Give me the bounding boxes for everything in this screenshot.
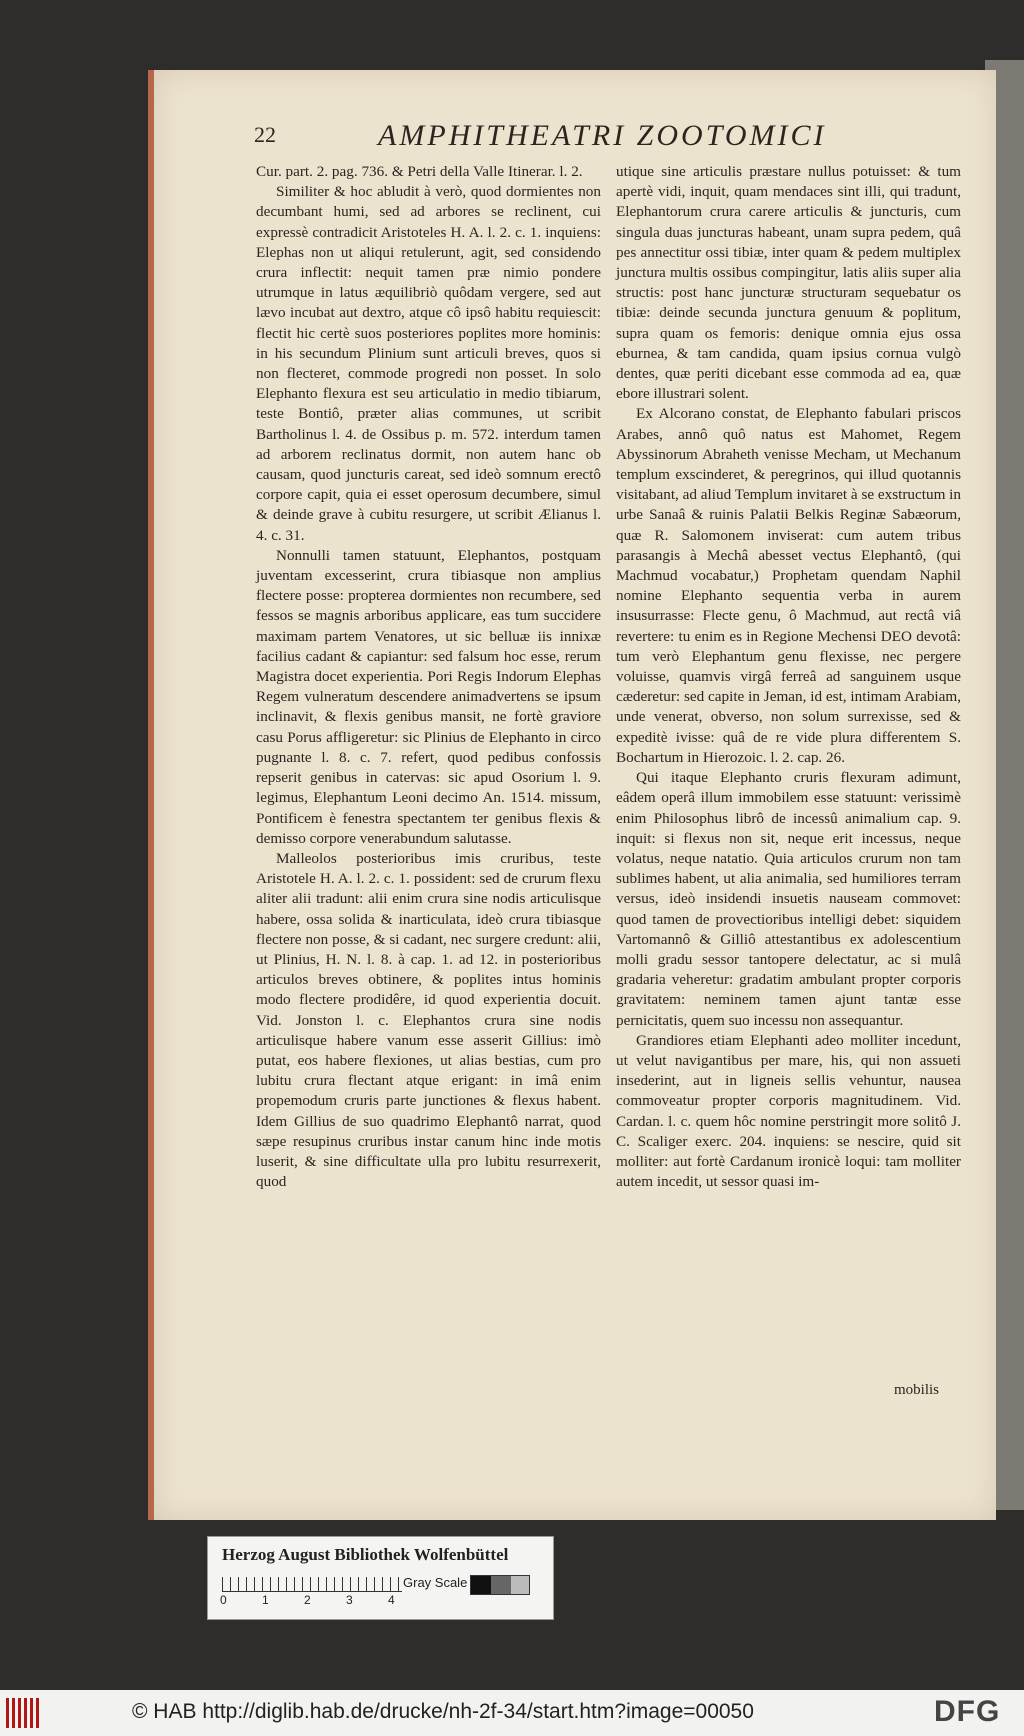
ruler-ticks (222, 1577, 402, 1592)
running-head: AMPHITHEATRI ZOOTOMICI (378, 119, 827, 152)
right-column (616, 162, 961, 1192)
ruler-number: 1 (262, 1593, 269, 1607)
gray-scale-label: Gray Scale (403, 1575, 468, 1590)
page-header (254, 119, 994, 162)
left-paragraph: Cur. part. 2. pag. 736. & Petri della Valle Itinerar. l. 2. (256, 163, 583, 180)
right-paragraph: Qui itaque Elephanto cruris flexuram adimunt, eâdem operâ illum immobilem esse statuunt: verissimè enim Philosophus librô de incessû animalium cap. 9. inquit: si flexus non sit, neque erit incessus, neque volatus, neque natatio. Quia articulos crurum non tam sublimes habent, ut alia animalia, sed humiliores terram versus, ideò insidendi insuetis nauseam commovet: quod tamen de provectioribus intelligi debet: siquidem Vartomannô & Gilliô attestantibus ex adolescentium molli gradu sessor tantopere delectatur, ac si mulâ gradaria veheretur: gradatim ambulant propter corporis gravitatem: neminem tamen ajunt tantæ esse pernicitatis, quem suo incessu non assequantur. (616, 769, 961, 1029)
footer-bar (0, 1690, 1024, 1736)
left-paragraph: Malleolos posterioribus imis cruribus, teste Aristotele H. A. l. 2. c. 1. possident: sed de crurum flexu aliter alii tradunt: alii enim crura sine nodis articulisque habere, ossa solida & inarticulata, ideò crura tibiasque flectere non posse, & si cadant, nec surgere credunt: alii, ut Plinius, H. N. l. 8. à cap. 1. ad 12. in posterioribus articulos breves obtinere, & poplites intus hominis modo flectere prodidêre, id quod experientia docuit. Vid. Jonston l. c. Elephantos crura sine nodis articulisque habere vanum esse asserit Gillius: imò putat, eos habere flexiones, ut alias bestias, cum pro lubitu crura flectant atque erigant: in imâ enim propemodum cruris parte junctiones & flexus habent. Idem Gillius de suo quadrimo Elephantô narrat, quod sæpe resupinus cruribus instar canum hinc inde motis luserit, & sine difficultate ulla pro lubitu resurrexerit, quod (256, 849, 601, 1191)
hab-logo-icon (6, 1698, 42, 1728)
right-paragraph: utique sine articulis præstare nullus potuisset: & tum apertè vidi, inquit, quam mendaces sint illi, qui tradunt, Elephantorum crura carere articulis & juncturis, cum singula duas juncturas habeant, unam supra pedem, quâ pes annectitur ossi tibiæ, inter quam & pedem multiplex junctura multis ossibus compingitur, latis aliis super alia structis: post hanc juncturæ structuram sequebatur os tibiæ: deinde secunda junctura genuum & poplitum, supra quam os femoris: denique omnia ejus ossa eburnea, & tam candida, quam ipsius cornua vulgò dentes, quæ periti dicebant esse commoda ad ea, quæ ebore illustrari solent. (616, 163, 961, 403)
ruler-number: 4 (388, 1593, 395, 1607)
left-column (256, 162, 601, 1192)
left-paragraph: Similiter & hoc abludit à verò, quod dormientes non decumbant humi, sed ad arbores se reclinent, cui expressè contradicit Aristoteles H. A. l. 2. c. 1. inquiens: Elephas non ut aliqui retulerunt, agit, sed considendo crura inflectit: nequit tamen præ nimio pondere utrumque in latus æquilibriò quôdam vergere, sed aut lævo incubat aut dextro, atque cô ipsô habitu requiescit: flectit hic certè suos posteriores poplites more hominis: in his secundum Plinium sunt articuli breves, quos si non flecteret, commode progredi non posset. In solo Elephanto flexura est seu articulatio in medio tibiarum, teste Bontiô, præter alias communes, ut scribit Bartholinus l. 4. de Ossibus p. m. 572. interdum tamen ad arborem reclinatus dormit, non autem hanc ob causam, quod juncturis careat, sed ideò somnum erectô corpore capit, quia ei esset operosum decumbere, simul & deinde grave à cubitu resurgere, ut scribit Ælianus l. 4. c. 31. (256, 183, 601, 544)
library-label (207, 1536, 554, 1620)
dfg-logo: DFG (934, 1695, 1001, 1728)
scale-ruler (222, 1577, 402, 1607)
gray-scale-swatch (470, 1575, 530, 1595)
library-label-title: Herzog August Bibliothek Wolfenbüttel (222, 1545, 509, 1564)
ruler-number: 3 (346, 1593, 353, 1607)
right-paragraph: Grandiores etiam Elephanti adeo molliter incedunt, ut velut navigantibus per mare, his, qui non assueti insederint, aut in ligneis sellis vehuntur, nausea commoveatur propter corporis magnitudinem. Vid. Cardan. l. c. quem hôc nomine perstringit more solitô J. C. Scaliger exerc. 204. inquiens: se nescire, quid sit molliter: aut fortè Cardanum ironicè loqui: tam molliter autem incedit, ut sessor quasi im- (616, 1031, 961, 1191)
catchword: mobilis (894, 1382, 940, 1398)
left-paragraph: Nonnulli tamen statuunt, Elephantos, postquam juventam excesserint, crura tibiasque non amplius flectere posse: propterea dormientes non recumbere, sed fessos se magnis arboribus applicare, eas tum succidere maximam partem Venatores, ut sic belluæ iis innixæ facilius cadant & capiantur: sed falsum hoc esse, rerum Magistra docet experientia. Pori Regis Indorum Elephas Regem vulneratum descendere animadvertens se ipsum inclinavit, & flexis genibus mansit, ne fortè graviore casu Porus affligeretur: sic Plinius de Elephanto in circo pugnante l. 8. c. 7. refert, quod pedibus confossis repserit genibus in catervas: sic apud Osorium l. 9. legimus, Elephantum Leoni decimo An. 1514. missum, Pontificem è fenestra spectantem ter genibus flexis & demisso corpore venerabundum salutasse. (256, 546, 601, 847)
ruler-number: 0 (220, 1593, 227, 1607)
book-page (148, 70, 996, 1520)
footer-url[interactable]: © HAB http://diglib.hab.de/drucke/nh-2f-34/start.htm?image=00050 (132, 1700, 754, 1723)
right-paragraph: Ex Alcorano constat, de Elephanto fabulari priscos Arabes, annô quô natus est Mahomet, Regem Abyssinorum Abraheth venisse Mecham, ut Mechanum templum exscinderet, & peregrinos, qui illud quotannis visitabant, ad aliud Templum invitaret à se exstructum in urbe Sanaâ & ruinis Palatii Belkis Reginæ Sabæorum, quæ R. Salomonem inviserat: cum autem tribus parasangis à Mechâ abesset vectus Elephantô, (qui Machmud vocabatur,) Prophetam quendam Naphil nomine Elephanto sequentia verba in aurem insusurrasse: Flecte genu, ô Machmud, aut rectâ viâ revertere: tu enim es in Regione Mechensi DEO devotâ: tum verò Elephantum genu flexisse, nec pergere voluisse, quamvis virgâ ferreâ ad sanguinem usque cæderetur: sed capite in Jeman, id est, intimam Arabiam, unde venerat, obverso, non solum surrexisse, sed & expeditè ivisse: quâ de re vide plura differentem S. Bochartum in Hierozoic. l. 2. cap. 26. (616, 405, 961, 766)
page-number: 22 (254, 122, 276, 147)
ruler-number: 2 (304, 1593, 311, 1607)
